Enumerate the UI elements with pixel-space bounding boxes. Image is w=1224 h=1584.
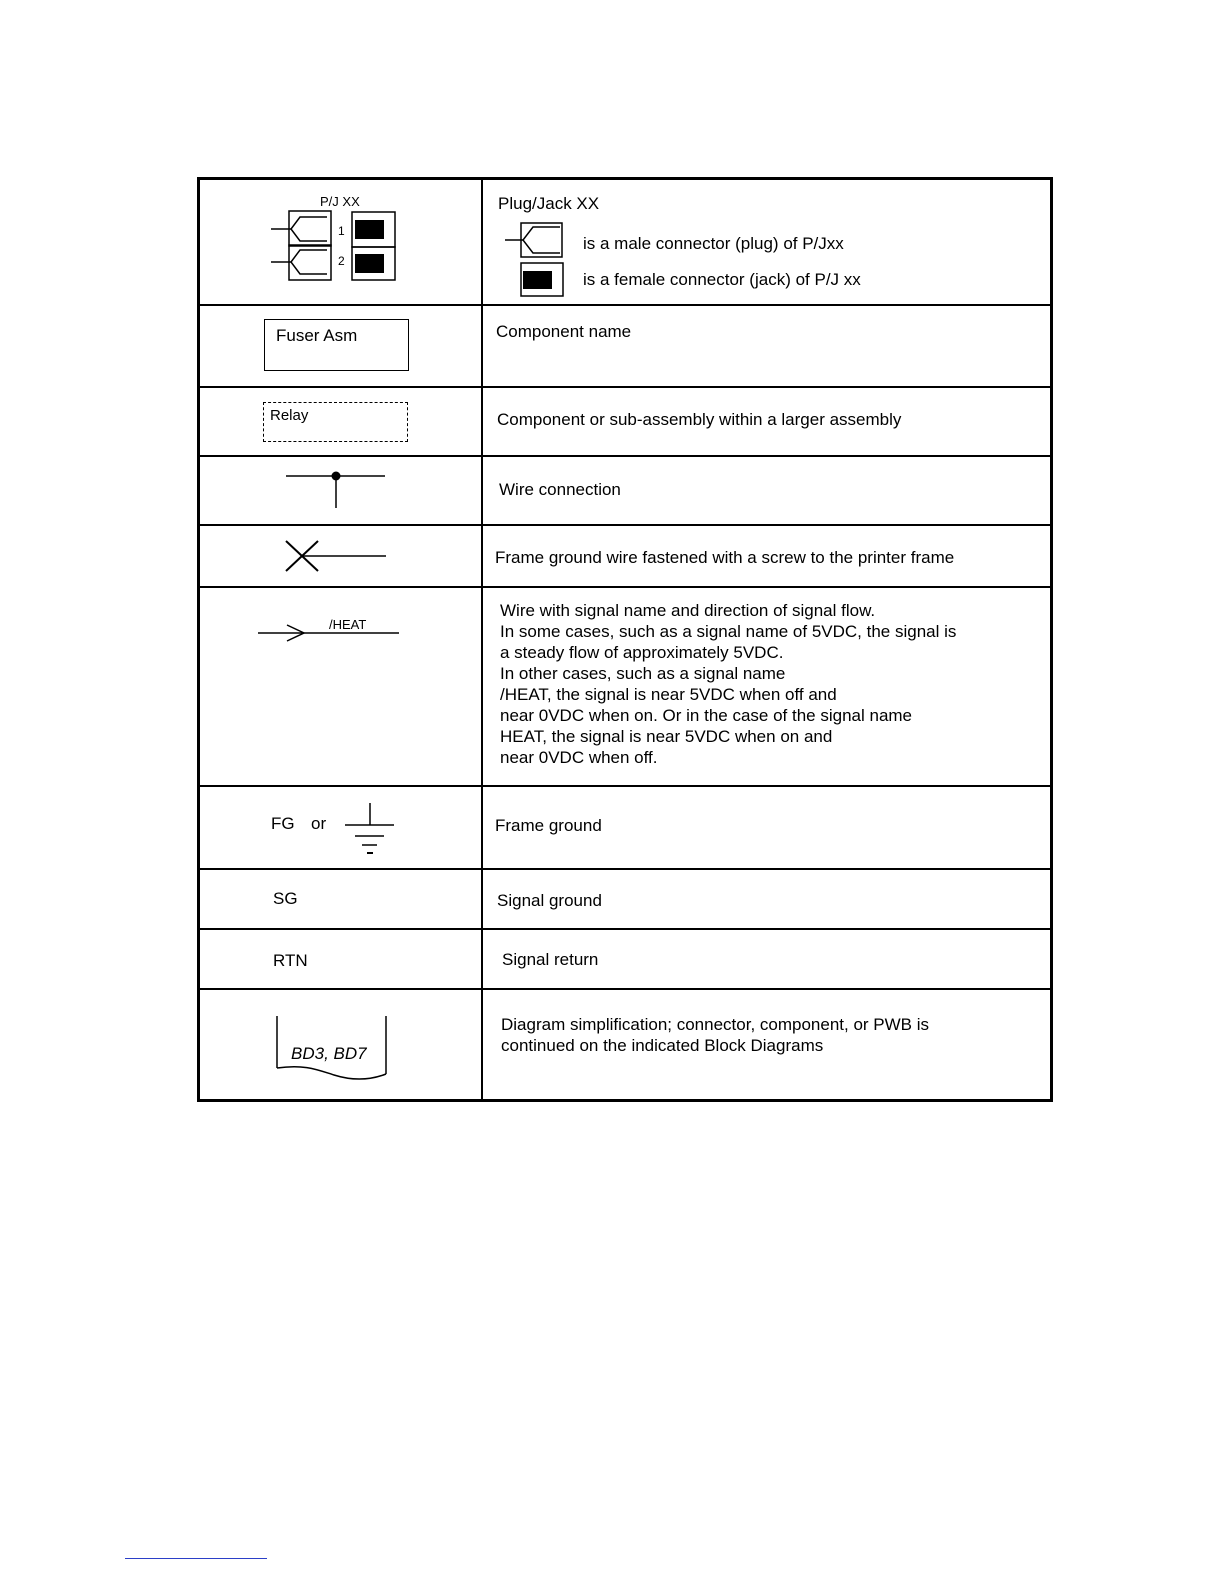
signal-ground-text: Signal ground xyxy=(497,891,602,910)
pin-1-label: 1 xyxy=(338,224,345,238)
legend-row-wire-connection xyxy=(200,457,1050,526)
description-cell xyxy=(483,457,1050,524)
description-cell xyxy=(483,306,1050,386)
signal-name-label: /HEAT xyxy=(329,617,367,632)
component-box-label: Fuser Asm xyxy=(276,326,358,345)
footer-link-underline xyxy=(125,1558,267,1559)
description-cell xyxy=(483,787,1050,868)
signal-return-label: RTN xyxy=(273,951,308,970)
symbol-cell xyxy=(200,388,481,455)
pin-2-label: 2 xyxy=(338,254,345,268)
subassembly-label: Relay xyxy=(270,407,309,424)
symbol-cell xyxy=(200,457,481,524)
wire-connection-icon xyxy=(200,457,481,526)
or-label: or xyxy=(311,814,327,833)
legend-row-signal-wire xyxy=(200,588,1050,787)
component-name-text: Component name xyxy=(496,322,632,341)
plug-jack-title: Plug/Jack XX xyxy=(498,194,600,213)
symbol-cell xyxy=(200,930,481,988)
description-cell xyxy=(483,870,1050,928)
plug-jack-label: P/J XX xyxy=(320,194,360,209)
signal-wire-arrow-icon xyxy=(200,588,481,787)
symbol-cell xyxy=(200,787,481,868)
legend-row-frame-ground-screw xyxy=(200,526,1050,588)
symbol-cell xyxy=(200,870,481,928)
legend-row-plug-jack xyxy=(200,180,1050,306)
description-cell xyxy=(483,990,1050,1099)
frame-ground-text: Frame ground xyxy=(495,816,602,835)
description-cell xyxy=(483,180,1050,304)
symbol-cell xyxy=(200,306,481,386)
signal-ground-label: SG xyxy=(273,889,298,908)
female-connector-icon xyxy=(520,262,570,298)
ground-icon xyxy=(200,787,481,870)
block-diagram-reference-icon xyxy=(200,990,481,1099)
legend-row-diagram-simplification xyxy=(200,990,1050,1099)
legend-row-component-name xyxy=(200,306,1050,388)
symbol-cell xyxy=(200,180,481,304)
symbol-cell xyxy=(200,990,481,1099)
male-connector-text: is a male connector (plug) of P/Jxx xyxy=(583,234,844,253)
frame-ground-screw-icon xyxy=(200,526,481,588)
legend-row-signal-ground xyxy=(200,870,1050,930)
diagram-simplification-text: Diagram simplification; connector, component, or PWB is continued on the indicated Block Diagrams xyxy=(501,1015,930,1055)
subassembly-text: Component or sub-assembly within a larger assembly xyxy=(497,410,902,429)
wire-connection-text: Wire connection xyxy=(499,480,621,499)
legend-row-signal-return xyxy=(200,930,1050,990)
plug-jack-icon xyxy=(200,180,481,306)
symbol-legend-table xyxy=(197,177,1053,1102)
female-connector-text: is a female connector (jack) of P/J xx xyxy=(583,270,861,289)
symbol-cell xyxy=(200,588,481,785)
legend-row-frame-ground xyxy=(200,787,1050,870)
description-cell xyxy=(483,388,1050,455)
legend-row-subassembly xyxy=(200,388,1050,457)
frame-ground-screw-text: Frame ground wire fastened with a screw to the printer frame xyxy=(495,548,955,567)
description-cell xyxy=(483,588,1050,785)
male-connector-icon xyxy=(503,222,573,262)
symbol-cell xyxy=(200,526,481,586)
description-cell xyxy=(483,526,1050,586)
frame-ground-label: FG xyxy=(271,814,295,833)
block-diagram-label: BD3, BD7 xyxy=(291,1044,367,1063)
description-cell xyxy=(483,930,1050,988)
signal-wire-text: Wire with signal name and direction of signal flow. In some cases, such as a signal name of 5VDC, the signal is a steady flow of approximately 5VDC. In other cases, such as a signal name /HEAT, the signal is near 5VDC when off and near 0VDC when on. Or in the case of the signal name HEAT, the signal is near 5VDC when on and near 0VDC when off. xyxy=(500,601,957,767)
signal-return-text: Signal return xyxy=(502,950,599,969)
